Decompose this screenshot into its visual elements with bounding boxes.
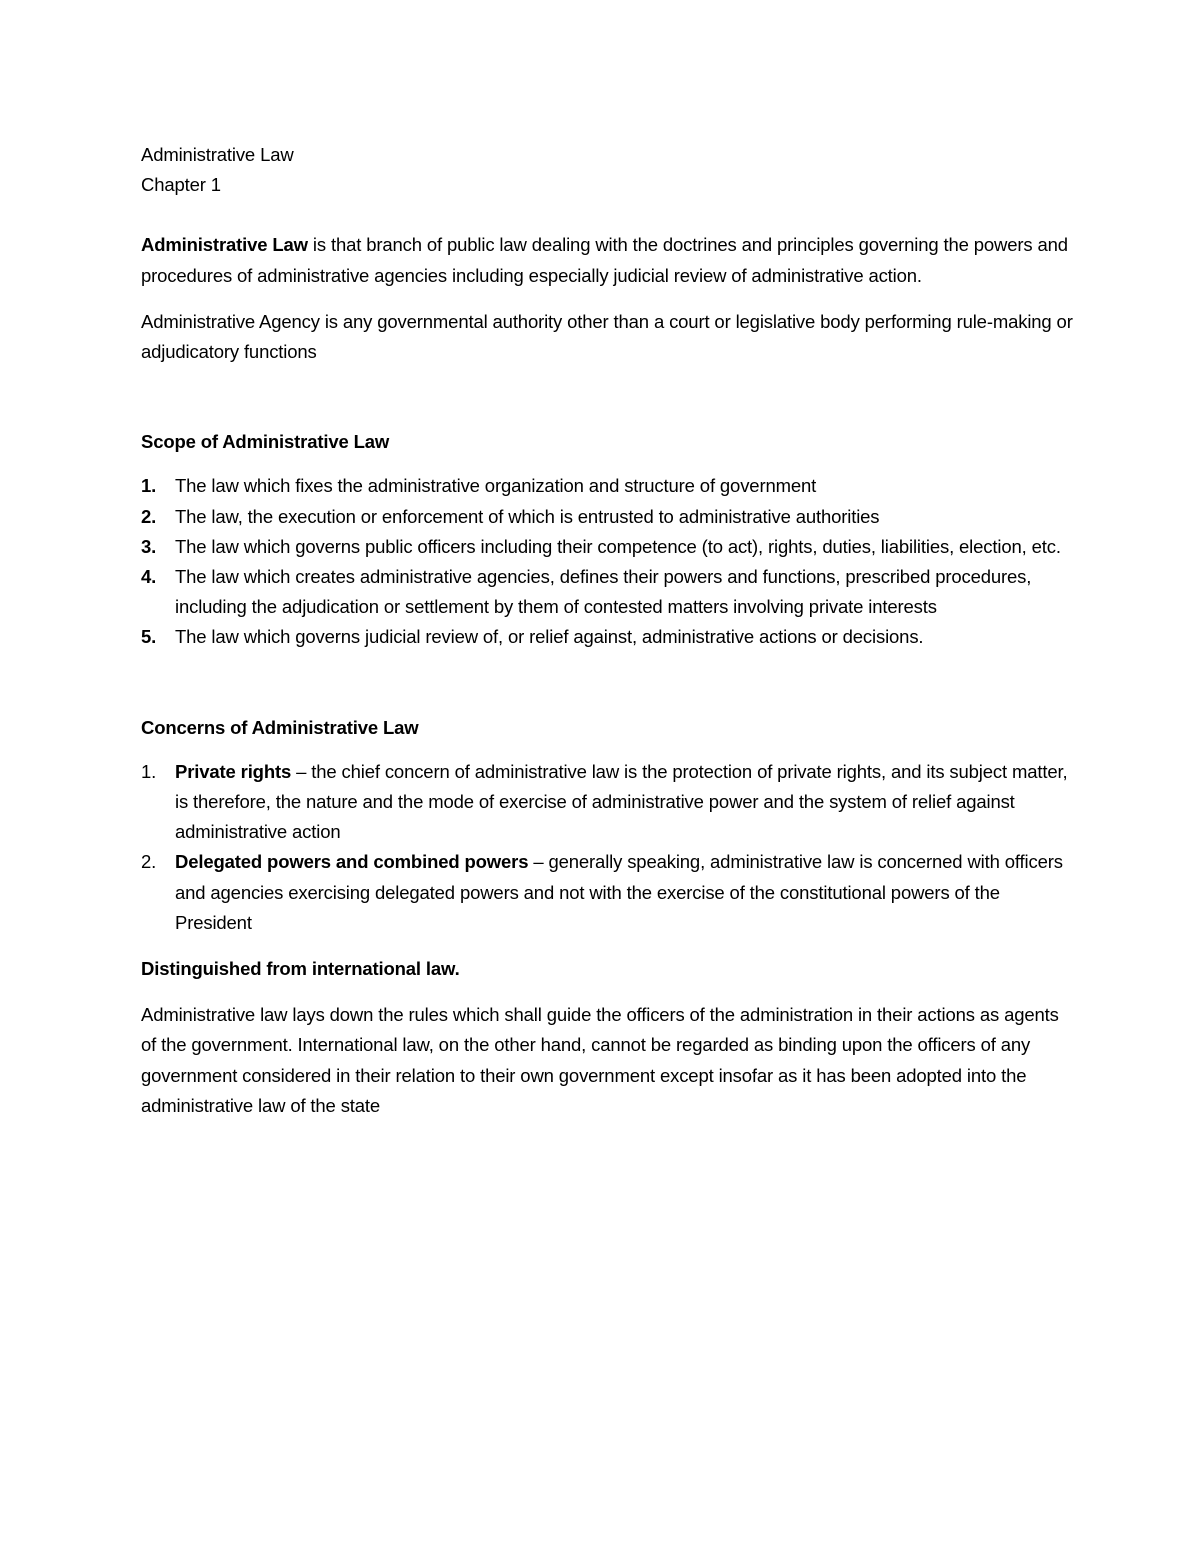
admin-law-definition: [141, 230, 1076, 290]
distinguished-heading: Distinguished from international law.: [141, 958, 460, 980]
list-item-number: 1.: [141, 475, 157, 497]
list-item: [141, 471, 1076, 501]
list-item-term: Delegated powers and combined powers: [175, 851, 529, 873]
list-item-number: 5.: [141, 626, 157, 648]
list-item-text: The law which governs judicial review of, or relief against, administrative actions or decisions.: [175, 626, 924, 648]
list-item-number: 3.: [141, 535, 157, 557]
list-item-number: 1.: [141, 760, 157, 782]
concerns-list: [141, 757, 1076, 938]
admin-agency-definition: Administrative Agency is any governmental authority other than a court or legislative body performing rule-making or adjudicatory functions: [141, 310, 1073, 363]
document-body: [141, 140, 1076, 1121]
list-item-text: The law which fixes the administrative organization and structure of government: [175, 475, 817, 497]
list-item: [141, 622, 1076, 652]
list-item: [141, 532, 1076, 562]
list-item: [141, 562, 1076, 622]
list-item-text: The law which governs public officers including their competence (to act), rights, duties, liabilities, election, etc.: [175, 535, 1061, 557]
admin-law-text: is that branch of public law dealing with the doctrines and principles governing the powers and procedures of administrative agencies including especially judicial review of administrative action.: [141, 234, 1068, 286]
list-item: [141, 847, 1076, 938]
list-item-term: Private rights: [175, 760, 292, 782]
list-item-text: The law which creates administrative agencies, defines their powers and functions, prescribed procedures, including the adjudication or settlement by them of contested matters involving private interests: [175, 566, 1032, 618]
list-item-text: – generally speaking, administrative law is concerned with officers and agencies exercising delegated powers and not with the exercise of the constitutional powers of the President: [175, 851, 1063, 933]
document-title: Administrative Law: [141, 144, 294, 165]
list-item-text: The law, the execution or enforcement of which is entrusted to administrative authorities: [175, 505, 880, 527]
list-item-number: 4.: [141, 566, 157, 588]
list-item-number: 2.: [141, 505, 157, 527]
list-item: [141, 757, 1076, 848]
list-item-number: 2.: [141, 851, 157, 873]
chapter-label: Chapter 1: [141, 174, 221, 196]
distinguished-text: Administrative law lays down the rules which shall guide the officers of the administration in their actions as agents of the government. International law, on the other hand, cannot be regarded as binding upon the officers of any government considered in their relation to their own government except insofar as it has been adopted into the administrative law of the state: [141, 1004, 1059, 1116]
admin-law-term: Administrative Law: [141, 234, 308, 256]
list-item: [141, 502, 1076, 532]
concerns-heading: Concerns of Administrative Law: [141, 716, 419, 738]
scope-heading: Scope of Administrative Law: [141, 431, 390, 453]
scope-list: [141, 471, 1076, 652]
list-item-text: – the chief concern of administrative law is the protection of private rights, and its subject matter, is therefore, the nature and the mode of exercise of administrative power and the system of relief against administrative action: [175, 760, 1068, 843]
